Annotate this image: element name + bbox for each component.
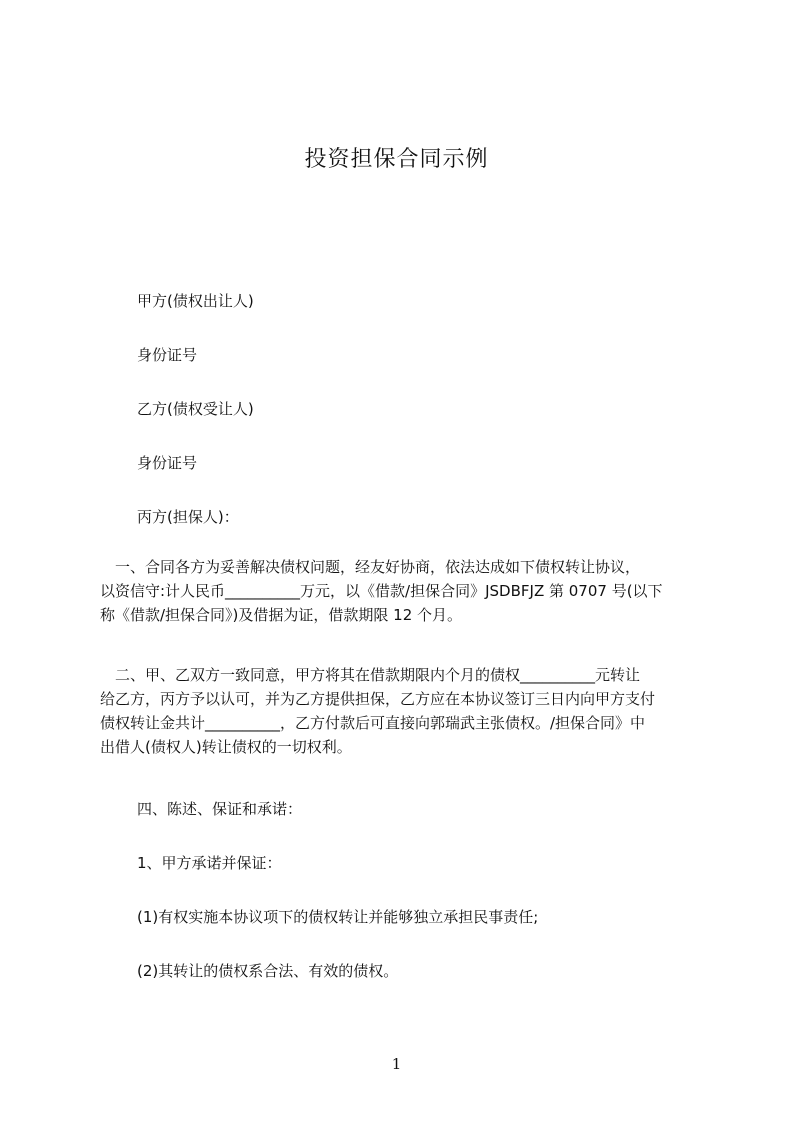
party-b-id-label: 身份证号 — [137, 454, 198, 472]
party-a-label: 甲方(债权出让人) — [137, 292, 254, 310]
clause-one-line: 称《借款/担保合同》)及借据为证，借款期限 12 个月。 — [100, 606, 463, 624]
party-c-label: 丙方(担保人)： — [137, 508, 239, 526]
item-one-sub-two: (2)其转让的债权系合法、有效的债权。 — [137, 962, 399, 980]
clause-two-paragraph — [100, 663, 700, 759]
page-number: 1 — [391, 1055, 402, 1073]
item-one-heading: 1、甲方承诺并保证： — [137, 854, 282, 872]
section-four-heading: 四、陈述、保证和承诺： — [137, 800, 303, 818]
clause-two-line: 出借人(债权人)转让债权的一切权利。 — [100, 738, 352, 756]
item-one-sub-one: (1)有权实施本协议项下的债权转让并能够独立承担民事责任; — [137, 908, 539, 926]
clause-one-paragraph — [100, 555, 700, 627]
clause-two-line: 债权转让金共计__________，乙方付款后可直接向郭瑞武主张债权。/担保合同》中 — [100, 714, 646, 732]
clause-two-line: 给乙方，丙方予以认可，并为乙方提供担保，乙方应在本协议签订三日内向甲方支付 — [100, 690, 656, 708]
party-b-label: 乙方(债权受让人) — [137, 400, 254, 418]
clause-one-line: 以资信守:计人民币__________万元，以《借款/担保合同》JSDBFJZ 第 0707 号(以下 — [100, 582, 663, 600]
document-title: 投资担保合同示例 — [304, 147, 489, 172]
clause-one-line: 一、合同各方为妥善解决债权问题，经友好协商，依法达成如下债权转让协议， — [100, 558, 641, 576]
party-a-id-label: 身份证号 — [137, 346, 198, 364]
clause-two-line: 二、甲、乙双方一致同意，甲方将其在借款期限内个月的债权__________元转让 — [100, 666, 641, 684]
